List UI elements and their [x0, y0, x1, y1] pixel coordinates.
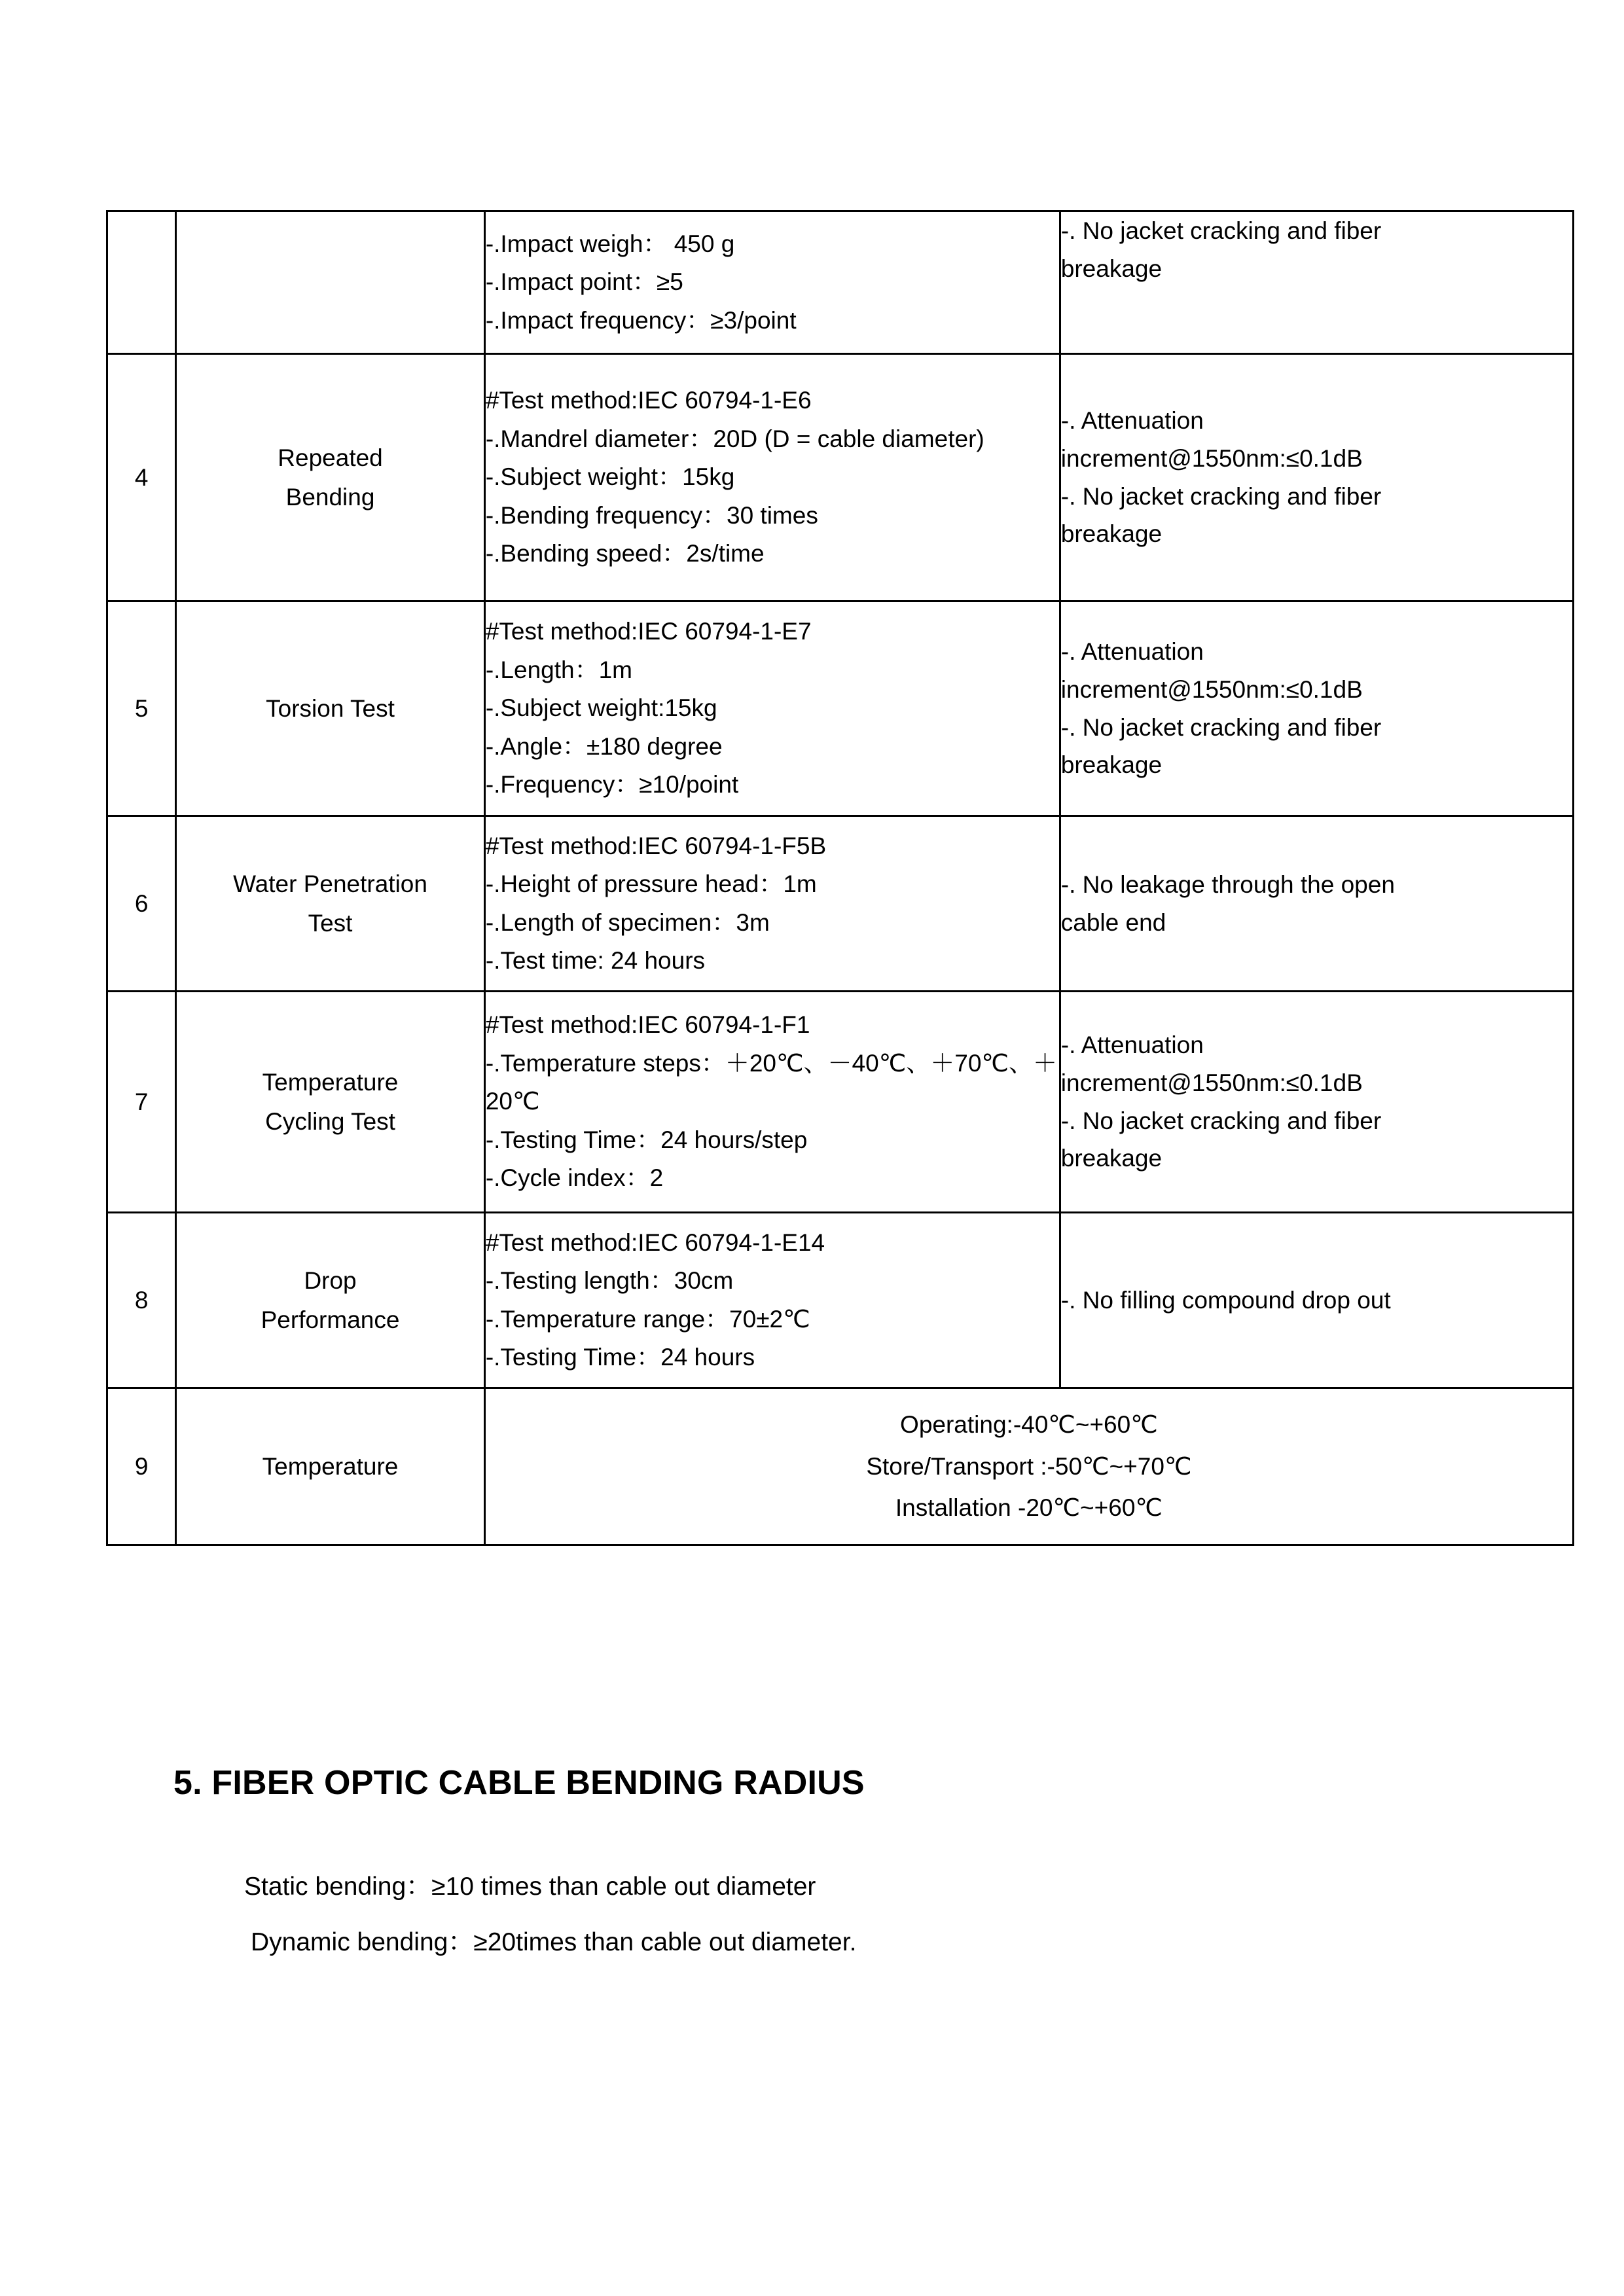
table-row — [107, 1213, 1574, 1388]
test-method-cell — [484, 211, 1060, 354]
method-line: -.Temperature range：70±2℃ — [485, 1305, 810, 1333]
requirement-line: breakage — [1060, 1145, 1163, 1172]
test-item-cell — [176, 992, 485, 1213]
row-number-cell: 5 — [107, 601, 176, 816]
table-row — [107, 601, 1574, 816]
requirement-cell — [1060, 601, 1573, 816]
requirement-line: cable end — [1060, 908, 1166, 936]
row-number-cell: 7 — [107, 992, 176, 1213]
requirement-line: -. Attenuation — [1060, 407, 1204, 435]
method-line: -.Temperature steps：＋20℃、－40℃、＋70℃、＋20℃ — [485, 1049, 1057, 1115]
temperature-range-cell — [484, 1388, 1573, 1545]
test-item-line: Performance — [261, 1306, 400, 1333]
table-row — [107, 211, 1574, 354]
requirement-line: -. No jacket cracking and fiber — [1060, 482, 1382, 510]
table-row — [107, 992, 1574, 1213]
requirement-line: increment@1550nm:≤0.1dB — [1060, 1069, 1363, 1096]
test-item-line: Temperature — [262, 1452, 399, 1480]
requirement-cell — [1060, 1213, 1573, 1388]
section-heading-bending-radius: 5. FIBER OPTIC CABLE BENDING RADIUS — [173, 1764, 865, 1802]
requirement-cell — [1060, 354, 1573, 601]
test-item-line: Repeated — [278, 444, 383, 471]
method-line: -.Impact weigh： 450 g — [485, 230, 735, 257]
test-item-line: Temperature — [262, 1068, 399, 1096]
temperature-line: Installation -20℃~+60℃ — [895, 1494, 1163, 1522]
test-item-cell — [176, 211, 485, 354]
method-line: -.Bending frequency：30 times — [485, 501, 818, 529]
test-item-line: Bending — [285, 483, 375, 511]
test-item-line: Cycling Test — [265, 1107, 395, 1135]
method-line: -.Height of pressure head：1m — [485, 870, 817, 898]
test-method-cell — [484, 1213, 1060, 1388]
method-line: -.Impact point：≥5 — [485, 268, 683, 296]
row-number-cell: 6 — [107, 816, 176, 992]
requirement-line: -. Attenuation — [1060, 638, 1204, 666]
cable-test-spec-table — [106, 210, 1574, 1546]
method-line: -.Test time: 24 hours — [485, 946, 706, 974]
dynamic-bending-text: Dynamic bending：≥20times than cable out diameter. — [251, 1928, 857, 1956]
static-bending-text: Static bending：≥10 times than cable out diameter — [244, 1873, 816, 1901]
table-row — [107, 354, 1574, 601]
requirement-line: breakage — [1060, 255, 1163, 282]
method-line: -.Cycle index：2 — [485, 1164, 664, 1192]
method-line: -.Length：1m — [485, 656, 632, 683]
method-line: #Test method:IEC 60794-1-E14 — [485, 1229, 825, 1256]
requirement-line: -. Attenuation — [1060, 1031, 1204, 1059]
requirement-line: -. No jacket cracking and fiber — [1060, 1107, 1382, 1134]
requirement-line: increment@1550nm:≤0.1dB — [1060, 444, 1363, 472]
row-number-cell — [107, 211, 176, 354]
test-method-cell — [484, 601, 1060, 816]
temperature-line: Store/Transport :-50℃~+70℃ — [866, 1452, 1192, 1480]
method-line: -.Testing Time：24 hours/step — [485, 1126, 808, 1153]
requirement-cell — [1060, 211, 1573, 354]
method-line: -.Angle：±180 degree — [485, 732, 723, 760]
test-item-cell — [176, 1213, 485, 1388]
test-item-cell — [176, 354, 485, 601]
method-line: -.Testing Time：24 hours — [485, 1343, 755, 1371]
row-number-cell: 9 — [107, 1388, 176, 1545]
requirement-line: breakage — [1060, 751, 1163, 779]
requirement-cell — [1060, 992, 1573, 1213]
requirement-line: breakage — [1060, 520, 1163, 548]
method-line: #Test method:IEC 60794-1-F1 — [485, 1011, 810, 1039]
row-number-cell: 4 — [107, 354, 176, 601]
test-item-cell — [176, 1388, 485, 1545]
test-item-line: Drop — [304, 1266, 357, 1294]
method-line: -.Testing length：30cm — [485, 1267, 734, 1295]
test-method-cell — [484, 816, 1060, 992]
table-row — [107, 1388, 1574, 1545]
method-line: -.Subject weight:15kg — [485, 694, 717, 722]
requirement-line: -. No leakage through the open — [1060, 870, 1395, 898]
method-line: -.Frequency：≥10/point — [485, 771, 739, 798]
requirement-cell — [1060, 816, 1573, 992]
test-method-cell — [484, 354, 1060, 601]
temperature-line: Operating:-40℃~+60℃ — [900, 1411, 1158, 1439]
test-item-line: Torsion Test — [266, 694, 395, 722]
test-item-cell — [176, 816, 485, 992]
method-line: -.Impact frequency：≥3/point — [485, 306, 797, 334]
method-line: #Test method:IEC 60794-1-E6 — [485, 387, 812, 414]
method-line: -.Bending speed：2s/time — [485, 540, 765, 567]
test-method-cell — [484, 992, 1060, 1213]
test-item-line: Water Penetration — [233, 870, 427, 897]
method-line: #Test method:IEC 60794-1-E7 — [485, 618, 812, 645]
requirement-line: -. No filling compound drop out — [1060, 1286, 1391, 1314]
requirement-line: increment@1550nm:≤0.1dB — [1060, 675, 1363, 703]
method-line: -.Subject weight：15kg — [485, 463, 735, 491]
requirement-line: -. No jacket cracking and fiber — [1060, 217, 1382, 244]
requirement-line: -. No jacket cracking and fiber — [1060, 713, 1382, 741]
method-line: -.Mandrel diameter：20D (D = cable diameter) — [485, 425, 984, 452]
test-item-cell — [176, 601, 485, 816]
method-line: #Test method:IEC 60794-1-F5B — [485, 832, 827, 859]
table-row — [107, 816, 1574, 992]
test-item-line: Test — [308, 909, 353, 937]
row-number-cell: 8 — [107, 1213, 176, 1388]
method-line: -.Length of specimen：3m — [485, 908, 770, 936]
